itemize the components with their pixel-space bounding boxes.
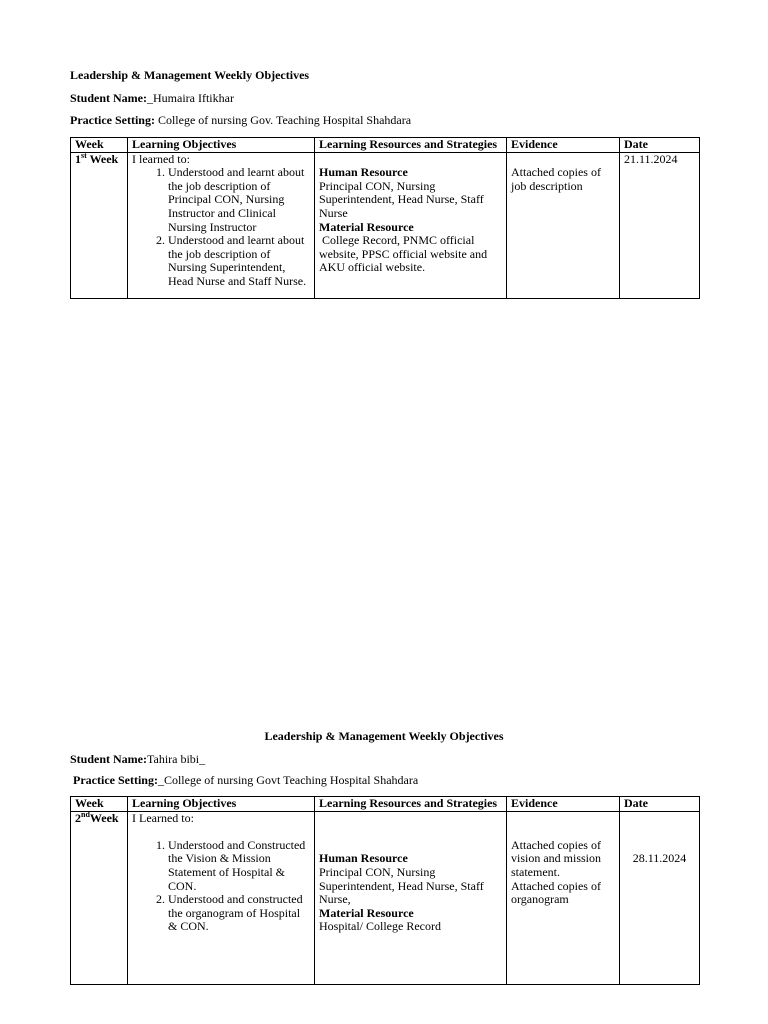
list-item: 1. Understood and Constructed the Vision & Mission Statement of Hospital & CON. [168, 839, 310, 893]
section-1-heading: Leadership & Management Weekly Objectives [70, 68, 310, 82]
human-resource-label: Human Resource [319, 851, 408, 866]
student-name-value: _Humaira Iftikhar [147, 91, 234, 105]
date-cell: 21.11.2024 [620, 152, 700, 298]
material-resource-text: College Record, PNMC official website, PPSC official website and AKU official website. [319, 233, 490, 275]
practice-setting-label: Practice Setting: [70, 113, 155, 127]
table-header-row [71, 138, 700, 153]
human-resource-text: Principal CON, Nursing Superintendent, Head Nurse, Staff Nurse [319, 178, 484, 220]
material-resource-label: Material Resource [319, 905, 414, 920]
objectives-cell [128, 811, 315, 984]
header-evidence: Evidence [507, 138, 620, 153]
week-cell: 2ndWeek [71, 811, 128, 984]
section-2-objectives-table [70, 796, 700, 985]
list-item: 1. Understood and learnt about the job description of Principal CON, Nursing Instructor and Clinical Nursing Instructor [168, 166, 310, 234]
objectives-cell [128, 152, 315, 298]
practice-setting-value: College of nursing Gov. Teaching Hospital Shahdara [154, 113, 412, 127]
objectives-list [132, 839, 310, 934]
header-learning-objectives: Learning Objectives [128, 138, 315, 153]
header-date: Date [620, 138, 700, 153]
practice-setting-value: _College of nursing Govt Teaching Hospital Shahdara [157, 773, 419, 787]
header-week: Week [71, 138, 128, 153]
section-2-practice-setting [73, 774, 418, 788]
section-2-heading: Leadership & Management Weekly Objectives [264, 729, 504, 743]
evidence-text-2: Attached copies of organogram [511, 878, 601, 907]
list-item: 2. Understood and constructed the organogram of Hospital & CON. [168, 893, 310, 934]
section-1-objectives-table [70, 137, 700, 299]
section-2-student-name [70, 753, 205, 767]
date-cell [620, 811, 700, 984]
practice-setting-label: Practice Setting: [73, 773, 158, 787]
objectives-intro: I Learned to: [132, 810, 194, 825]
table-row [71, 811, 700, 984]
student-name-label: Student Name: [70, 752, 147, 766]
header-date: Date [620, 797, 700, 812]
table-header-row [71, 797, 700, 812]
section-1-practice-setting [70, 114, 411, 128]
table-row [71, 152, 700, 298]
human-resource-label: Human Resource [319, 165, 408, 180]
evidence-cell [507, 811, 620, 984]
material-resource-text: Hospital/ College Record [319, 919, 441, 934]
evidence-text-1: Attached copies of vision and mission statement. [511, 837, 602, 879]
header-learning-objectives: Learning Objectives [128, 797, 315, 812]
section-1-student-name [70, 92, 234, 106]
evidence-text: Attached copies of job description [511, 165, 601, 193]
header-resources: Learning Resources and Strategies [315, 138, 507, 153]
student-name-value: Tahira bibi_ [147, 752, 206, 766]
header-evidence: Evidence [507, 797, 620, 812]
human-resource-text: Principal CON, Nursing Superintendent, Head Nurse, Staff Nurse, [319, 864, 484, 907]
evidence-cell [507, 152, 620, 298]
date-text: 28.11.2024 [632, 851, 687, 866]
header-resources: Learning Resources and Strategies [315, 797, 507, 812]
objectives-list [132, 166, 310, 288]
week-cell: 1st Week [71, 152, 128, 298]
resources-cell [315, 152, 507, 298]
material-resource-label: Material Resource [319, 219, 414, 234]
resources-cell [315, 811, 507, 984]
header-week: Week [71, 797, 128, 812]
list-item: 2. Understood and learnt about the job description of Nursing Superintendent, Head Nurse and Staff Nurse. [168, 234, 310, 288]
student-name-label: Student Name: [70, 91, 147, 105]
objectives-intro: I learned to: [132, 151, 190, 166]
